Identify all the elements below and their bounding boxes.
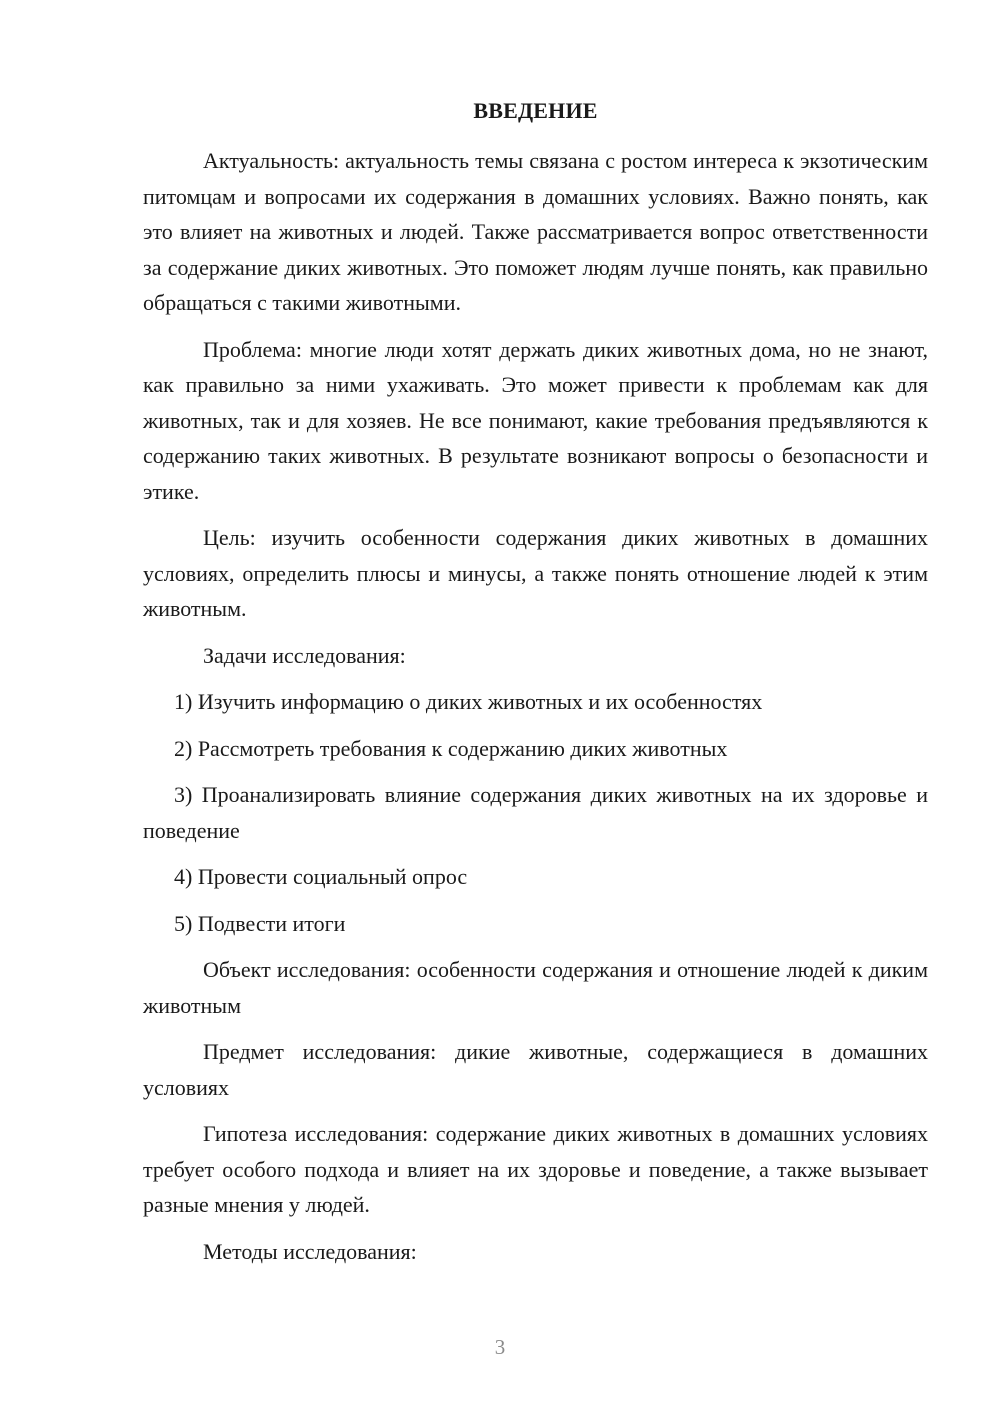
task-item: 2) Рассмотреть требования к содержанию диких животных: [174, 735, 728, 761]
task-item: 4) Провести социальный опрос: [174, 864, 468, 889]
document-body: [143, 143, 928, 1280]
subject-paragraph: Предмет исследования: дикие животные, содержащиеся в домашних условиях: [143, 1039, 928, 1100]
task-item: 1) Изучить информацию о диких животных и их особенностях: [174, 689, 763, 714]
page-title: ВВЕДЕНИЕ: [473, 98, 598, 123]
relevance-paragraph: Актуальность: актуальность темы связана с ростом интереса к экзотическим питомцам и вопросами их содержания в домашних условиях. Важно понять, как это влияет на животных и людей. Также рассматривается вопрос ответственности за содержание диких животных. Это поможет людям лучше понять, как правильно обращаться с такими животными.: [143, 148, 928, 315]
problem-paragraph: Проблема: многие люди хотят держать диких животных дома, но не знают, как правильно за ними ухаживать. Это может привести к проблемам как для животных, так и для хозяев. Не все понимают, какие требования предъявляются к содержанию таких животных. В результате возникают вопросы о безопасности и этике.: [143, 336, 928, 504]
methods-heading: Методы исследования:: [203, 1238, 417, 1264]
page-number: 3: [494, 1335, 506, 1359]
hypothesis-paragraph: Гипотеза исследования: содержание диких животных в домашних условиях требует особого подхода и влияет на их здоровье и поведение, а также вызывает разные мнения у людей.: [143, 1121, 928, 1217]
tasks-heading: Задачи исследования:: [203, 642, 406, 668]
object-paragraph: Объект исследования: особенности содержания и отношение людей к диким животным: [143, 957, 928, 1018]
goal-paragraph: Цель: изучить особенности содержания диких животных в домашних условиях, определить плюсы и минусы, а также понять отношение людей к этим животным.: [143, 525, 928, 621]
task-item: 3) Проанализировать влияние содержания диких животных на их здоровье и поведение: [143, 782, 928, 843]
task-item: 5) Подвести итоги: [174, 910, 346, 936]
